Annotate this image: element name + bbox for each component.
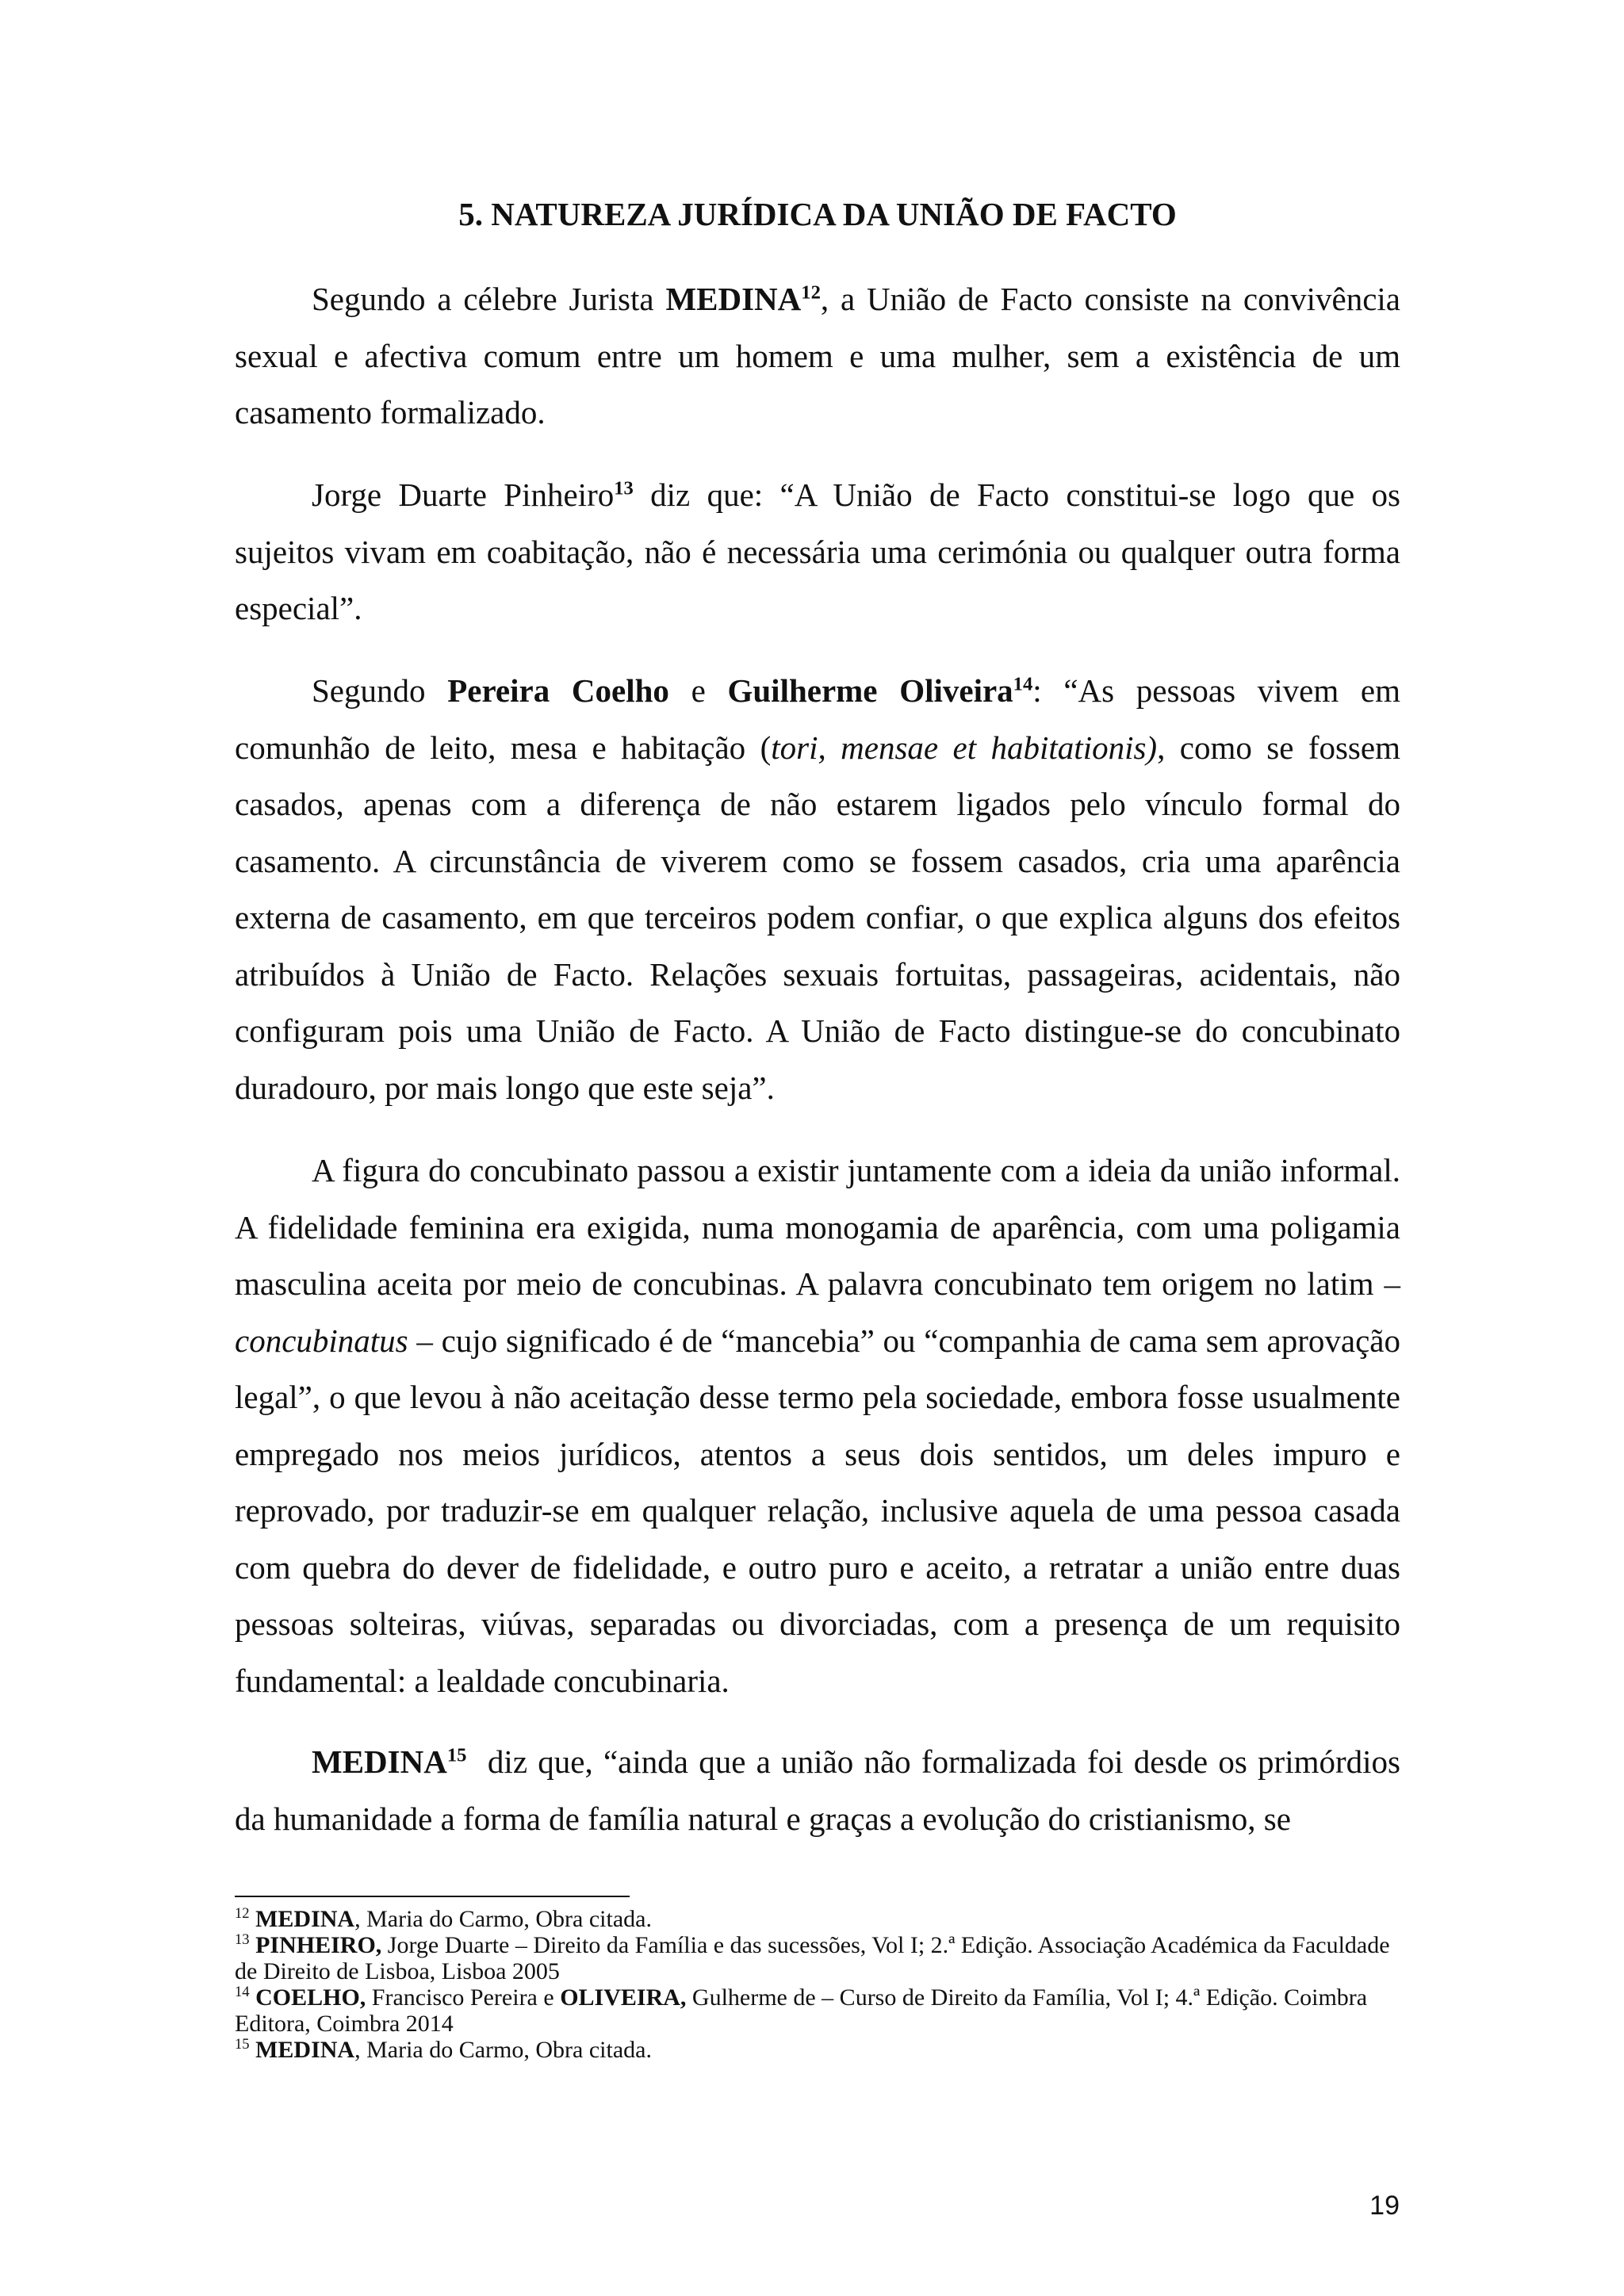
paragraph-5: [235, 1734, 1409, 1847]
footnote-number: 13: [235, 1931, 250, 1948]
footnote-ref-13: 13: [614, 477, 634, 499]
footnote-author: MEDINA: [255, 2037, 355, 2063]
author-name: Pereira Coelho: [447, 672, 669, 709]
footnote-14: [235, 1984, 1400, 2037]
footnote-number: 12: [235, 1905, 250, 1922]
footnote-author: OLIVEIRA,: [560, 1984, 687, 2011]
paragraph-text: , como se fossem casados, apenas com a diferença de não estarem ligados pelo vínculo formal do casamento. A circunstância de viverem como se fossem casados, cria uma aparência externa de casamento, em que terceiros podem confiar, o que explica alguns dos efeitos atribuídos à União de Facto. Relações sexuais fortuitas, passageiras, acidentais, não configuram pois uma União de Facto. A União de Facto distingue-se do concubinato duradouro, por mais longo que este seja”.: [235, 729, 1400, 1106]
footnote-12: [235, 1906, 1400, 1932]
paragraph-text: diz que, “ainda que a união não formalizada foi desde os primórdios da humanidade a forma de família natural e graças a evolução do cristianismo, se: [235, 1743, 1409, 1837]
page-number: 19: [1369, 2191, 1400, 2221]
footnote-text: , Maria do Carmo, Obra citada.: [354, 2037, 652, 2063]
footnote-separator: [235, 1896, 630, 1897]
paragraph-4: [235, 1142, 1400, 1709]
latin-phrase: tori, mensae et habitationis): [771, 729, 1158, 766]
footnote-ref-14: 14: [1013, 673, 1033, 695]
paragraph-text: Segundo a célebre Jurista: [312, 281, 666, 317]
footnote-author: COELHO,: [255, 1984, 366, 2011]
footnote-text: Jorge Duarte – Direito da Família e das sucessões, Vol I; 2.ª Edição. Associação Académica da Faculdade de Direito de Lisboa, Lisboa 2005: [235, 1932, 1390, 1984]
footnote-author: MEDINA: [255, 1906, 355, 1932]
footnote-text: Gulherme de – Curso de Direito da Família, Vol I; 4.ª Edição. Coimbra Editora, Coimbra 2014: [235, 1984, 1368, 2037]
footnote-13: [235, 1932, 1400, 1984]
paragraph-2: [235, 467, 1400, 637]
footnote-ref-12: 12: [801, 281, 821, 304]
footnote-number: 15: [235, 2036, 250, 2053]
author-name: Guilherme Oliveira: [727, 672, 1013, 709]
paragraph-text: diz que: “A União de Facto constitui-se logo que os sujeitos vivam em coabitação, não é necessária uma cerimónia ou qualquer outra forma especial”.: [235, 476, 1400, 626]
author-name: MEDINA: [665, 281, 802, 317]
paragraph-text: : “As pessoas vivem em comunhão de leito, mesa e habitação (: [235, 672, 1401, 766]
footnote-15: [235, 2037, 1400, 2063]
paragraph-text: Jorge Duarte Pinheiro: [312, 476, 615, 513]
footnote-ref-15: 15: [446, 1744, 467, 1766]
paragraph-text: e: [668, 672, 728, 709]
footnote-number: 14: [235, 1984, 250, 2000]
author-name: MEDINA: [312, 1743, 447, 1780]
paragraph-3: [235, 663, 1400, 1116]
section-title: 5. NATUREZA JURÍDICA DA UNIÃO DE FACTO: [458, 196, 1177, 232]
footnote-text: , Maria do Carmo, Obra citada.: [354, 1906, 652, 1932]
footnote-author: PINHEIRO,: [255, 1932, 382, 1958]
footnotes: [235, 1906, 1400, 2063]
paragraph-1: [235, 271, 1400, 442]
latin-term: concubinatus: [235, 1322, 408, 1359]
paragraph-text: A figura do concubinato passou a existir juntamente com a ideia da união informal. A fidelidade feminina era exigida, numa monogamia de aparência, com uma poligamia masculina aceita por meio de concubinas. A palavra concubinato tem origem no latim –: [235, 1152, 1400, 1302]
paragraph-text: – cujo significado é de “mancebia” ou “companhia de cama sem aprovação legal”, o que levou à não aceitação desse termo pela sociedade, embora fosse usualmente empregado nos meios jurídicos, atentos a seus dois sentidos, um deles impuro e reprovado, por traduzir-se em qualquer relação, inclusive aquela de uma pessoa casada com quebra do dever de fidelidade, e outro puro e aceito, a retratar a união entre duas pessoas solteiras, viúvas, separadas ou divorciadas, com a presença de um requisito fundamental: a lealdade concubinaria.: [235, 1322, 1400, 1699]
footnote-text: Francisco Pereira e: [366, 1984, 561, 2011]
paragraph-text: , a União de Facto consiste na convivência sexual e afectiva comum entre um homem e uma mulher, sem a existência de um casamento formalizado.: [235, 281, 1401, 430]
paragraph-text: Segundo: [312, 672, 448, 709]
